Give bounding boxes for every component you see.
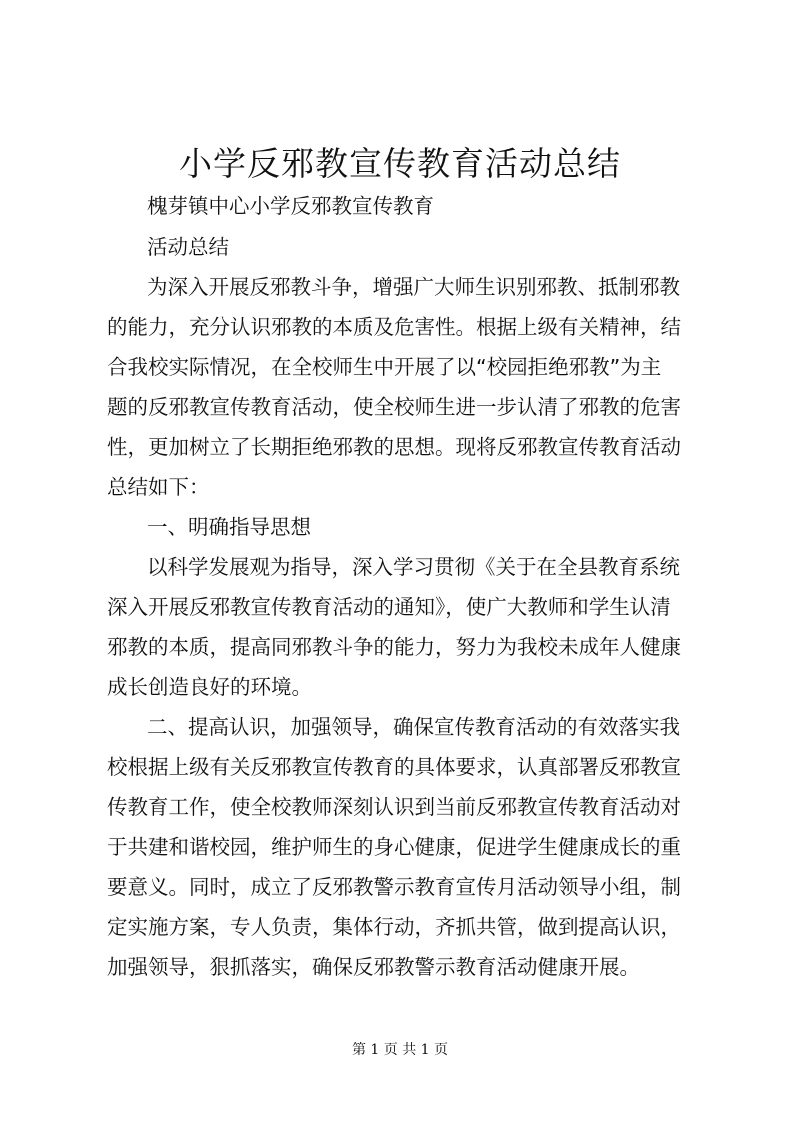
section1-line-2: 深入开展反邪教宣传教育活动的通知》，使广大教师和学生认清: [107, 595, 671, 619]
intro-line-5: 性，更加树立了长期拒绝邪教的思想。现将反邪教宣传教育活动: [107, 435, 681, 459]
intro-line-3: 合我校实际情况，在全校师生中开展了以“校园拒绝邪教”为主: [107, 355, 662, 379]
subtitle-line-1: 槐芽镇中心小学反邪教宣传教育: [147, 194, 434, 218]
section2-line-4: 于共建和谐校园，维护师生的身心健康，促进学生健康成长的重: [107, 835, 681, 859]
section2-line-1: 二、提高认识，加强领导，确保宣传教育活动的有效落实我: [147, 715, 680, 739]
section2-line-3: 传教育工作，使全校教师深刻认识到当前反邪教宣传教育活动对: [107, 795, 681, 819]
intro-line-4: 题的反邪教宣传教育活动，使全校师生进一步认清了邪教的危害: [107, 395, 681, 419]
page-footer: 第 1 页 共 1 页: [351, 1042, 449, 1058]
document-title: 小学反邪教宣传教育活动总结: [179, 144, 621, 183]
section1-heading: 一、明确指导思想: [147, 515, 311, 539]
section1-line-1: 以科学发展观为指导，深入学习贯彻《关于在全县教育系统: [147, 555, 680, 579]
section2-line-2: 校根据上级有关反邪教宣传教育的具体要求，认真部署反邪教宣: [107, 755, 681, 779]
intro-line-2: 的能力，充分认识邪教的本质及危害性。根据上级有关精神，结: [107, 315, 681, 339]
subtitle-line-2: 活动总结: [147, 235, 229, 259]
section2-line-5: 要意义。同时，成立了反邪教警示教育宣传月活动领导小组，制: [107, 875, 681, 899]
intro-line-6: 总结如下：: [107, 475, 210, 499]
section2-line-6: 定实施方案，专人负责，集体行动，齐抓共管，做到提高认识，: [107, 915, 681, 939]
section2-line-7: 加强领导，狠抓落实，确保反邪教警示教育活动健康开展。: [107, 955, 640, 979]
intro-line-1: 为深入开展反邪教斗争，增强广大师生识别邪教、抵制邪教: [147, 275, 680, 299]
section1-line-3: 邪教的本质，提高同邪教斗争的能力，努力为我校未成年人健康: [107, 635, 681, 659]
section1-line-4: 成长创造良好的环境。: [107, 675, 312, 699]
